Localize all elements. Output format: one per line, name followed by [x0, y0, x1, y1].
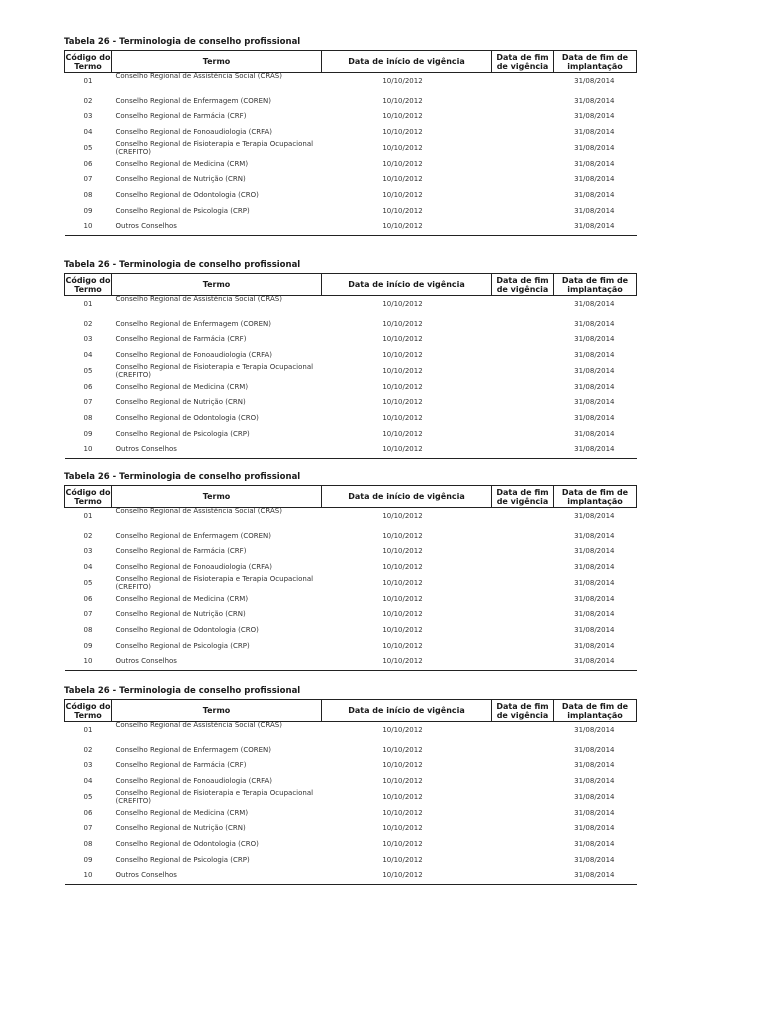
cell-end-validity: [492, 141, 554, 157]
cell-end-validity: [492, 364, 554, 380]
cell-end-validity: [492, 317, 554, 333]
cell-code: 05: [83, 143, 93, 152]
table-row: [65, 508, 637, 529]
table-row: [65, 529, 637, 545]
cell-term: Conselho Regional de Farmácia (CRF): [115, 335, 247, 344]
cell-end-implementation: 31/08/2014: [574, 112, 615, 121]
cell-start-date: 10/10/2012: [382, 335, 423, 344]
cell-code: 09: [83, 641, 93, 650]
cell-term: Conselho Regional de Assistência Social (CRAS): [115, 295, 282, 303]
cell-term: Conselho Regional de Odontologia (CRO): [115, 625, 259, 634]
table-row: [65, 790, 637, 806]
cell-term: Conselho Regional de Nutrição (CRN): [115, 610, 246, 619]
cell-code: 08: [83, 413, 93, 422]
cell-start-date: 10/10/2012: [382, 855, 423, 864]
cell-end-implementation: 31/08/2014: [574, 190, 615, 199]
table-row: [65, 379, 637, 395]
cell-end-validity: [492, 296, 554, 317]
table-title: Tabela 26 - Terminologia de conselho profissional: [64, 472, 301, 482]
cell-end-validity: [492, 639, 554, 655]
cell-start-date: 10/10/2012: [382, 77, 423, 85]
table-title: Tabela 26 - Terminologia de conselho profissional: [64, 37, 301, 47]
cell-end-implementation: 31/08/2014: [574, 335, 615, 344]
table-block-4: [64, 685, 636, 885]
table-row: [65, 560, 637, 576]
cell-start-date: 10/10/2012: [382, 300, 423, 308]
table-title: Tabela 26 - Terminologia de conselho profissional: [64, 260, 301, 270]
cell-start-date: 10/10/2012: [382, 366, 423, 375]
cell-term: Conselho Regional de Fisioterapia e Terapia Ocupacional (CREFITO): [115, 575, 314, 591]
cell-start-date: 10/10/2012: [382, 792, 423, 801]
cell-end-validity: [492, 722, 554, 743]
cell-start-date: 10/10/2012: [382, 351, 423, 360]
table-row: [65, 188, 637, 204]
header-code: Código do Termo: [65, 487, 111, 506]
cell-code: 08: [83, 190, 93, 199]
cell-term: Conselho Regional de Psicologia (CRP): [115, 855, 250, 864]
cell-end-validity: [492, 654, 554, 670]
table-block-3: [64, 471, 636, 671]
cell-end-validity: [492, 125, 554, 141]
cell-end-implementation: 31/08/2014: [554, 654, 637, 670]
cell-end-implementation: 31/08/2014: [574, 366, 615, 375]
cell-end-implementation: 31/08/2014: [574, 563, 615, 572]
cell-code: 10: [65, 654, 112, 670]
cell-term: Conselho Regional de Enfermagem (COREN): [115, 319, 272, 328]
table-row: [65, 743, 637, 759]
cell-code: 09: [83, 206, 93, 215]
table-row: [65, 442, 637, 458]
cell-end-validity: [492, 853, 554, 869]
cell-code: 10: [65, 868, 112, 884]
table-block-1: [64, 36, 636, 236]
cell-term: Outros Conselhos: [112, 654, 322, 670]
cell-start-date: 10/10/2012: [322, 868, 492, 884]
table-row: [65, 296, 637, 317]
cell-code: 05: [83, 578, 93, 587]
cell-end-implementation: 31/08/2014: [574, 726, 615, 734]
cell-code: 03: [83, 761, 93, 770]
cell-start-date: 10/10/2012: [382, 112, 423, 121]
cell-term: Conselho Regional de Enfermagem (COREN): [115, 745, 272, 754]
cell-term: Conselho Regional de Odontologia (CRO): [115, 190, 259, 199]
cell-end-validity: [492, 94, 554, 110]
table-row: [65, 364, 637, 380]
cell-code: 07: [83, 824, 93, 833]
cell-end-implementation: 31/08/2014: [574, 413, 615, 422]
cell-end-validity: [492, 427, 554, 443]
cell-start-date: 10/10/2012: [382, 761, 423, 770]
cell-end-implementation: 31/08/2014: [574, 143, 615, 152]
cell-end-validity: [492, 109, 554, 125]
cell-code: 06: [83, 382, 93, 391]
table-row: [65, 427, 637, 443]
cell-start-date: 10/10/2012: [382, 547, 423, 556]
cell-end-validity: [492, 442, 554, 458]
cell-start-date: 10/10/2012: [322, 219, 492, 235]
cell-start-date: 10/10/2012: [382, 128, 423, 137]
cell-term: Conselho Regional de Psicologia (CRP): [115, 429, 250, 438]
cell-start-date: 10/10/2012: [382, 839, 423, 848]
cell-end-validity: [492, 868, 554, 884]
cell-end-validity: [492, 560, 554, 576]
header-end-implementation: Data de fim de implantação: [554, 700, 637, 722]
cell-start-date: 10/10/2012: [382, 143, 423, 152]
cell-term: Conselho Regional de Assistência Social (CRAS): [115, 72, 282, 80]
cell-start-date: 10/10/2012: [382, 175, 423, 184]
cell-end-validity: [492, 348, 554, 364]
table-row: [65, 94, 637, 110]
table-row: [65, 141, 637, 157]
cell-code: 06: [83, 594, 93, 603]
cell-term: Outros Conselhos: [112, 219, 322, 235]
cell-end-implementation: 31/08/2014: [574, 382, 615, 391]
cell-end-validity: [492, 529, 554, 545]
cell-term: Conselho Regional de Farmácia (CRF): [115, 547, 247, 556]
cell-end-implementation: 31/08/2014: [574, 300, 615, 308]
header-end-implementation: Data de fim de implantação: [554, 486, 637, 508]
header-end-validity: Data de fim de vigência: [492, 700, 554, 722]
cell-code: 07: [83, 398, 93, 407]
cell-code: 07: [83, 610, 93, 619]
cell-term: Conselho Regional de Enfermagem (COREN): [115, 531, 272, 540]
cell-code: 09: [83, 429, 93, 438]
cell-term: Conselho Regional de Fisioterapia e Terapia Ocupacional (CREFITO): [115, 363, 314, 379]
table-header-row: [65, 700, 637, 722]
cell-end-validity: [492, 821, 554, 837]
cell-code: 01: [83, 512, 93, 520]
cell-code: 10: [65, 442, 112, 458]
table-row: [65, 758, 637, 774]
cell-end-implementation: 31/08/2014: [574, 824, 615, 833]
cell-end-validity: [492, 591, 554, 607]
table-body: [65, 722, 637, 885]
terminology-table: [64, 699, 637, 885]
cell-end-implementation: 31/08/2014: [574, 578, 615, 587]
cell-start-date: 10/10/2012: [382, 726, 423, 734]
cell-end-implementation: 31/08/2014: [574, 429, 615, 438]
terminology-table: [64, 50, 637, 236]
table-row: [65, 332, 637, 348]
header-term: Termo: [112, 700, 322, 722]
table-row: [65, 837, 637, 853]
cell-end-validity: [492, 188, 554, 204]
cell-end-implementation: 31/08/2014: [574, 175, 615, 184]
cell-code: 03: [83, 335, 93, 344]
cell-end-implementation: 31/08/2014: [574, 625, 615, 634]
table-row: [65, 868, 637, 884]
cell-term: Conselho Regional de Odontologia (CRO): [115, 413, 259, 422]
cell-end-validity: [492, 623, 554, 639]
table-row: [65, 172, 637, 188]
cell-code: 04: [83, 351, 93, 360]
cell-start-date: 10/10/2012: [382, 398, 423, 407]
header-start-date: Data de início de vigência: [322, 51, 492, 73]
cell-end-implementation: 31/08/2014: [574, 745, 615, 754]
cell-code: 01: [83, 726, 93, 734]
cell-start-date: 10/10/2012: [382, 159, 423, 168]
cell-term: Conselho Regional de Medicina (CRM): [115, 159, 249, 168]
cell-end-implementation: 31/08/2014: [574, 594, 615, 603]
cell-start-date: 10/10/2012: [382, 824, 423, 833]
cell-term: Conselho Regional de Fonoaudiologia (CRFA): [115, 563, 273, 572]
cell-start-date: 10/10/2012: [382, 206, 423, 215]
cell-end-validity: [492, 544, 554, 560]
cell-start-date: 10/10/2012: [382, 578, 423, 587]
cell-end-validity: [492, 204, 554, 220]
table-row: [65, 607, 637, 623]
cell-end-validity: [492, 73, 554, 94]
cell-end-validity: [492, 805, 554, 821]
header-end-validity: Data de fim de vigência: [492, 486, 554, 508]
header-code: Código do Termo: [65, 275, 111, 294]
table-row: [65, 774, 637, 790]
table-row: [65, 805, 637, 821]
table-row: [65, 591, 637, 607]
cell-start-date: 10/10/2012: [382, 319, 423, 328]
cell-term: Conselho Regional de Nutrição (CRN): [115, 175, 246, 184]
cell-start-date: 10/10/2012: [382, 625, 423, 634]
table-row: [65, 219, 637, 235]
cell-code: 10: [65, 219, 112, 235]
header-start-date: Data de início de vigência: [322, 700, 492, 722]
terminology-table: [64, 273, 637, 459]
header-term: Termo: [112, 51, 322, 73]
cell-code: 04: [83, 128, 93, 137]
table-block-2: [64, 259, 636, 459]
table-row: [65, 623, 637, 639]
cell-code: 08: [83, 625, 93, 634]
cell-end-implementation: 31/08/2014: [574, 777, 615, 786]
header-end-validity: Data de fim de vigência: [492, 274, 554, 296]
cell-term: Conselho Regional de Psicologia (CRP): [115, 206, 250, 215]
cell-end-implementation: 31/08/2014: [574, 96, 615, 105]
cell-code: 05: [83, 366, 93, 375]
table-row: [65, 156, 637, 172]
table-body: [65, 508, 637, 671]
cell-start-date: 10/10/2012: [382, 190, 423, 199]
cell-end-implementation: 31/08/2014: [554, 219, 637, 235]
cell-end-implementation: 31/08/2014: [574, 512, 615, 520]
cell-end-validity: [492, 576, 554, 592]
cell-term: Conselho Regional de Fonoaudiologia (CRFA): [115, 777, 273, 786]
cell-term: Conselho Regional de Fisioterapia e Terapia Ocupacional (CREFITO): [115, 140, 314, 156]
table-row: [65, 576, 637, 592]
cell-term: Conselho Regional de Fonoaudiologia (CRFA): [115, 128, 273, 137]
cell-end-implementation: 31/08/2014: [574, 808, 615, 817]
cell-end-validity: [492, 411, 554, 427]
cell-end-implementation: 31/08/2014: [574, 839, 615, 848]
cell-term: Outros Conselhos: [112, 442, 322, 458]
cell-term: Conselho Regional de Medicina (CRM): [115, 382, 249, 391]
cell-code: 04: [83, 563, 93, 572]
header-end-validity: Data de fim de vigência: [492, 51, 554, 73]
cell-end-validity: [492, 379, 554, 395]
cell-start-date: 10/10/2012: [382, 563, 423, 572]
table-row: [65, 204, 637, 220]
cell-term: Conselho Regional de Nutrição (CRN): [115, 824, 246, 833]
cell-code: 03: [83, 112, 93, 121]
cell-code: 01: [83, 300, 93, 308]
cell-end-validity: [492, 790, 554, 806]
table-row: [65, 395, 637, 411]
cell-end-implementation: 31/08/2014: [574, 351, 615, 360]
table-row: [65, 411, 637, 427]
table-row: [65, 654, 637, 670]
cell-end-implementation: 31/08/2014: [574, 855, 615, 864]
table-row: [65, 317, 637, 333]
cell-end-validity: [492, 774, 554, 790]
cell-start-date: 10/10/2012: [322, 654, 492, 670]
cell-start-date: 10/10/2012: [382, 610, 423, 619]
cell-end-validity: [492, 156, 554, 172]
cell-end-implementation: 31/08/2014: [574, 531, 615, 540]
header-start-date: Data de início de vigência: [322, 486, 492, 508]
cell-start-date: 10/10/2012: [382, 429, 423, 438]
cell-code: 02: [83, 745, 93, 754]
table-body: [65, 73, 637, 236]
cell-code: 05: [83, 792, 93, 801]
cell-term: Conselho Regional de Psicologia (CRP): [115, 641, 250, 650]
table-row: [65, 639, 637, 655]
cell-end-implementation: 31/08/2014: [574, 792, 615, 801]
cell-term: Conselho Regional de Medicina (CRM): [115, 808, 249, 817]
cell-end-implementation: 31/08/2014: [554, 868, 637, 884]
cell-term: Conselho Regional de Enfermagem (COREN): [115, 96, 272, 105]
header-start-date: Data de início de vigência: [322, 274, 492, 296]
cell-end-validity: [492, 172, 554, 188]
table-header-row: [65, 51, 637, 73]
cell-start-date: 10/10/2012: [382, 96, 423, 105]
cell-code: 03: [83, 547, 93, 556]
cell-start-date: 10/10/2012: [382, 382, 423, 391]
cell-term: Conselho Regional de Fisioterapia e Terapia Ocupacional (CREFITO): [115, 789, 314, 805]
table-body: [65, 296, 637, 459]
cell-end-implementation: 31/08/2014: [554, 442, 637, 458]
cell-end-validity: [492, 395, 554, 411]
cell-end-implementation: 31/08/2014: [574, 128, 615, 137]
table-row: [65, 853, 637, 869]
table-title: Tabela 26 - Terminologia de conselho profissional: [64, 686, 301, 696]
cell-term: Conselho Regional de Nutrição (CRN): [115, 398, 246, 407]
cell-end-implementation: 31/08/2014: [574, 761, 615, 770]
cell-end-validity: [492, 837, 554, 853]
cell-end-implementation: 31/08/2014: [574, 319, 615, 328]
cell-code: 06: [83, 159, 93, 168]
cell-end-implementation: 31/08/2014: [574, 641, 615, 650]
table-row: [65, 544, 637, 560]
cell-end-validity: [492, 219, 554, 235]
cell-start-date: 10/10/2012: [382, 745, 423, 754]
cell-start-date: 10/10/2012: [382, 413, 423, 422]
table-row: [65, 722, 637, 743]
cell-start-date: 10/10/2012: [382, 641, 423, 650]
cell-end-implementation: 31/08/2014: [574, 77, 615, 85]
table-row: [65, 821, 637, 837]
cell-end-validity: [492, 508, 554, 529]
header-term: Termo: [112, 486, 322, 508]
cell-start-date: 10/10/2012: [382, 808, 423, 817]
cell-end-implementation: 31/08/2014: [574, 547, 615, 556]
cell-code: 07: [83, 175, 93, 184]
cell-end-implementation: 31/08/2014: [574, 610, 615, 619]
cell-end-validity: [492, 743, 554, 759]
cell-end-implementation: 31/08/2014: [574, 398, 615, 407]
cell-end-validity: [492, 607, 554, 623]
cell-end-validity: [492, 332, 554, 348]
cell-term: Conselho Regional de Fonoaudiologia (CRFA): [115, 351, 273, 360]
terminology-table: [64, 485, 637, 671]
cell-term: Conselho Regional de Assistência Social (CRAS): [115, 507, 282, 515]
cell-start-date: 10/10/2012: [382, 531, 423, 540]
cell-code: 09: [83, 855, 93, 864]
cell-start-date: 10/10/2012: [382, 594, 423, 603]
table-row: [65, 125, 637, 141]
cell-code: 06: [83, 808, 93, 817]
table-row: [65, 73, 637, 94]
header-end-implementation: Data de fim de implantação: [554, 274, 637, 296]
table-row: [65, 109, 637, 125]
cell-term: Conselho Regional de Medicina (CRM): [115, 594, 249, 603]
table-header-row: [65, 274, 637, 296]
cell-start-date: 10/10/2012: [382, 777, 423, 786]
cell-end-implementation: 31/08/2014: [574, 206, 615, 215]
cell-code: 02: [83, 531, 93, 540]
header-code: Código do Termo: [65, 701, 111, 720]
cell-term: Conselho Regional de Farmácia (CRF): [115, 761, 247, 770]
cell-start-date: 10/10/2012: [382, 512, 423, 520]
table-row: [65, 348, 637, 364]
cell-term: Conselho Regional de Farmácia (CRF): [115, 112, 247, 121]
cell-code: 08: [83, 839, 93, 848]
cell-code: 01: [83, 77, 93, 85]
cell-end-implementation: 31/08/2014: [574, 159, 615, 168]
header-code: Código do Termo: [65, 52, 111, 71]
cell-start-date: 10/10/2012: [322, 442, 492, 458]
header-term: Termo: [112, 274, 322, 296]
header-end-implementation: Data de fim de implantação: [554, 51, 637, 73]
cell-code: 04: [83, 777, 93, 786]
cell-term: Conselho Regional de Odontologia (CRO): [115, 839, 259, 848]
cell-term: Outros Conselhos: [112, 868, 322, 884]
cell-code: 02: [83, 319, 93, 328]
cell-code: 02: [83, 96, 93, 105]
cell-term: Conselho Regional de Assistência Social (CRAS): [115, 721, 282, 729]
table-header-row: [65, 486, 637, 508]
cell-end-validity: [492, 758, 554, 774]
